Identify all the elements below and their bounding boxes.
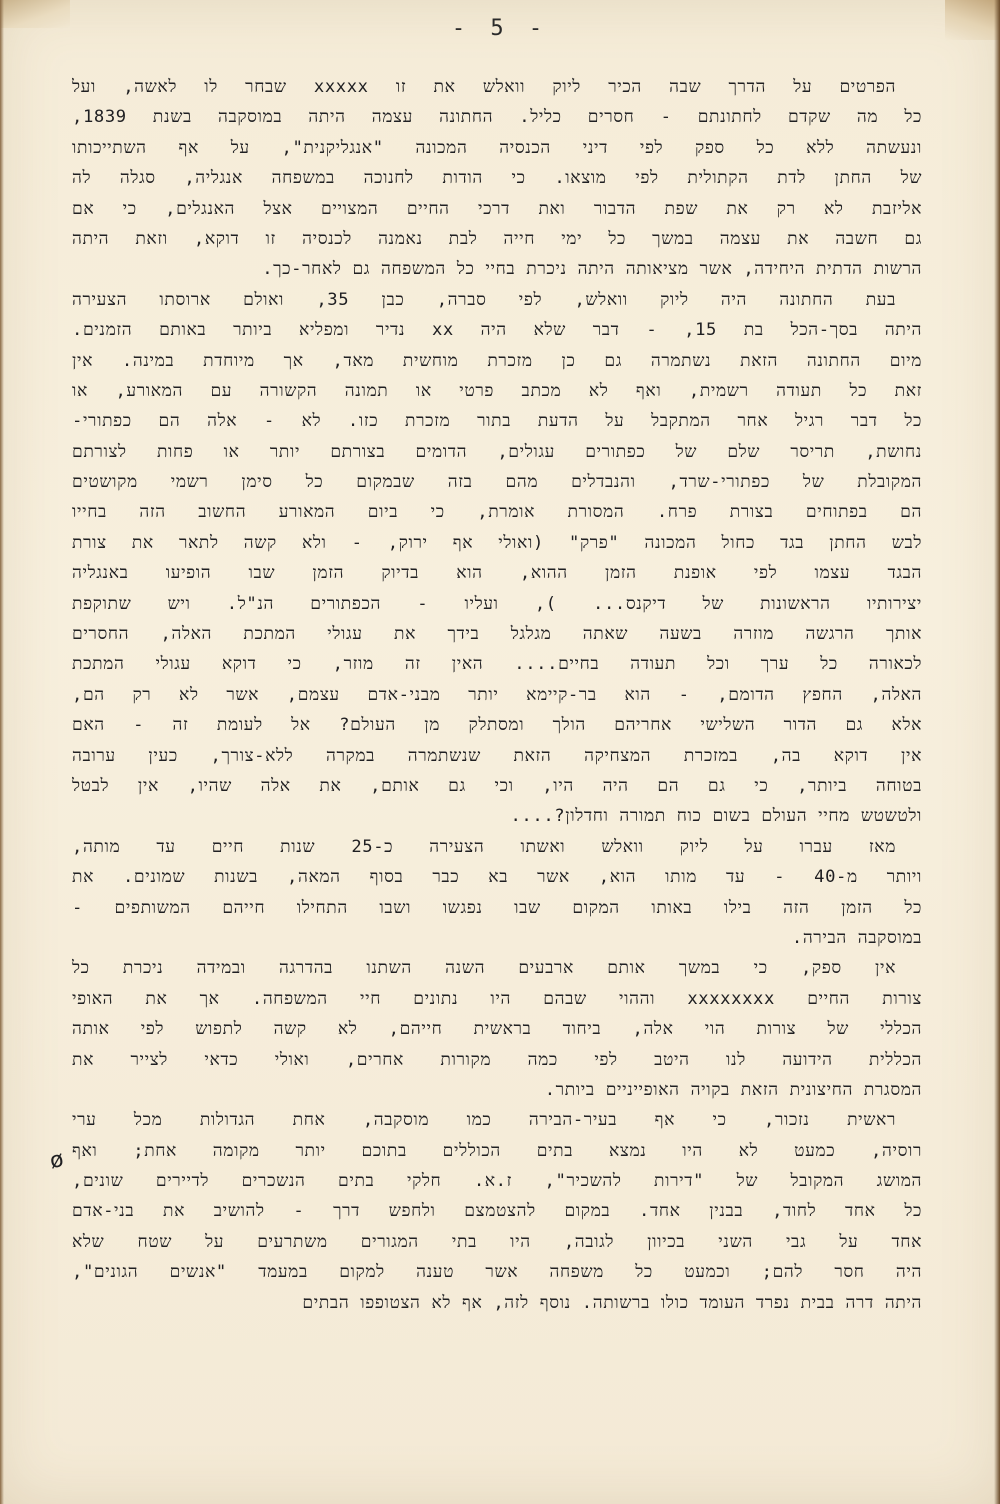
- text-line: גם חשבה את עצמה במשך כל ימי חייה לבת נאמנה לכנסיה זו דוקא, וזאת היתה: [72, 228, 922, 249]
- text-line: ונעשתה ללא כל ספק לפי דיני הכנסיה המכונה "אנגליקנית", על אף השתייכותו: [72, 137, 922, 158]
- paragraph: [72, 953, 922, 1105]
- text-line: בטוחה ביותר, כי גם הם היה היו, וכי גם אותם, את אלה שהיו, אין לבטל: [72, 775, 922, 796]
- text-line: המסגרת החיצונית הזאת בקויה האופייניים ביותר.: [544, 1079, 922, 1100]
- typewritten-body: [72, 72, 922, 1318]
- paper-edge-right: [994, 0, 1000, 1504]
- text-line: הכללית הידועה לנו היטב לפי כמה מקורות אחרים, ואולי כדאי לצייר את: [72, 1049, 922, 1070]
- text-line: אין דוקא בה, במזכרת המצחיקה הזאת שנשתמרה במקרה ללא-צורך, כעין ערובה: [72, 745, 922, 766]
- text-line: ראשית נזכור, כי אף בעיר-הבירה כמו מוסקבה, אחת הגדולות מכל ערי: [72, 1110, 896, 1131]
- paragraph: [72, 285, 922, 832]
- text-line: של החתן לדת הקתולית לפי מוצאו. כי הודות לחנוכה במשפחה אנגליה, סגלה לה: [72, 168, 922, 189]
- paragraph: [72, 1105, 922, 1318]
- text-line: אין ספק, כי במשך אותם ארבעים השנה השתנו בהדרגה ובמידה ניכרת כל: [72, 958, 896, 979]
- text-line: אליזבת לא רק את שפת הדבור ואת דרכי החיים המצויים אצל האנגלים, כי אם: [72, 198, 922, 219]
- text-line: הרשות הדתית היחידה, אשר מציאותה היתה ניכרת בחיי כל המשפחה גם לאחר-כך.: [262, 259, 922, 280]
- text-line: לכאורה כל ערך וכל תעודה בחיים.... האין זה מוזר, כי דוקא עגולי המתכת: [72, 654, 922, 675]
- text-line: אותך הרגשה מוזרה בשעה שאתה מגלגל בידך את עגולי המתכת האלה, החסרים: [72, 624, 922, 645]
- text-line: במוסקבה הבירה.: [791, 927, 922, 948]
- text-line: בעת החתונה היה ליוק וואלש, לפי סברה, כבן 35, ואולם ארוסתו הצעירה: [72, 289, 896, 310]
- text-line: לבש החתן בגד כחול המכונה "פרק" (ואולי אף ירוק, - ולא קשה לתאר את צורת: [72, 532, 922, 553]
- text-line: אלא גם הדור השלישי אחריהם הולך ומסתלק מן העולם? אל לעומת זה - האם: [72, 715, 922, 736]
- text-line: כל אחד לחוד, בבנין אחד. במקום להצטמצם ולחפש דרך - להושיב את בני-אדם: [72, 1201, 922, 1222]
- text-line: מיום החתונה הזאת נשתמרה גם כן מזכרת מוחשית מאד, אך מיוחדת במינה. אין: [72, 350, 922, 371]
- text-line: צורות החיים xxxxxxxx וההוי שבהם היו נתונים חיי המשפחה. אך את האופי: [72, 988, 922, 1009]
- text-line: היתה דרה בבית נפרד העומד כולו ברשותה. נוסף לזה, אף לא הצטופפו הבתים: [302, 1292, 922, 1313]
- text-line: כל מה שקדם לחתונתם - חסרים כליל. החתונה עצמה היתה במוסקבה בשנת 1839,: [72, 107, 922, 128]
- text-line: המקובלת של כפתורי-שרד, והנבדלים מהם בזה שבמקום כל סימן רשמי מקושטים: [72, 472, 922, 493]
- text-line: אחד על גבי השני בכיוון לגובה, היו בתי המגורים משתרעים על שטח שלא: [72, 1231, 922, 1252]
- text-line: רוסיה, כמעט לא היו נמצא בתים הכוללים בתוכם יותר מקומה אחת; ואף: [72, 1140, 922, 1161]
- text-line: הכללי של צורות הוי אלה, ביחוד בראשית חייהם, לא קשה לתפוש לפי אותה: [72, 1019, 922, 1040]
- text-line: ולטשטש מחיי העולם בשום כוח תמורה וחדלון?....: [510, 806, 922, 827]
- text-line: זאת כל תעודה רשמית, ואף לא מכתב פרטי או תמונה הקשורה עם המאורע, או: [72, 380, 922, 401]
- text-line: המושג המקובל של "דירות להשכיר", ז.א. חלקי בתים הנשכרים לדיירים שונים,: [72, 1171, 922, 1192]
- text-line: ויותר מ-40 - עד מותו הוא, אשר בא כבר בסוף המאה, בשנות שמונים. את: [72, 867, 922, 888]
- text-line: מאז עברו על ליוק וואלש ואשתו הצעירה כ-25 שנות חיים עד מותה,: [72, 836, 896, 857]
- text-line: כל דבר רגיל אחר המתקבל על הדעת בתור מזכרת כזו. לא - אלה הם כפתורי-: [72, 411, 922, 432]
- text-line: הבגד עצמו לפי אופנת הזמן ההוא, הוא בדיוק הזמן שבו הופיעו באנגליה: [72, 563, 922, 584]
- text-line: הם בפתוחים בצורת פרח. המסורת אומרת, כי ביום המאורע החשוב הזה בחייו: [72, 502, 922, 523]
- paper-edge-left: [0, 0, 4, 1504]
- margin-correction-mark: ø: [47, 1147, 66, 1174]
- paragraph: [72, 832, 922, 954]
- text-line: האלה, החפץ הדומם, - הוא בר-קיימא יותר מבני-אדם עצמם, אשר לא רק הם,: [72, 684, 922, 705]
- text-line: כל הזמן הזה בילו באותו המקום שבו נפגשו ושבו התחילו חייהם המשותפים -: [72, 897, 922, 918]
- text-line: היה חסר להם; וכמעט כל משפחה אשר טענה למקום במעמד "אנשים הגונים",: [72, 1262, 922, 1283]
- text-line: נחושת, תריסר שלם של כפתורים עגולים, הדומים בצורתם יותר או פחות לצורתם: [72, 441, 922, 462]
- text-line: יצירותיו הראשונות של דיקנס... ), ועליו - הכפתורים הנ"ל. ויש שתוקפת: [72, 593, 922, 614]
- page-number: - 5 -: [451, 16, 549, 41]
- paragraph: [72, 72, 922, 285]
- text-line: הפרטים על הדרך שבה הכיר ליוק וואלש את זו xxxxx שבחר לו לאשה, ועל: [72, 77, 896, 97]
- text-line: היתה בסך-הכל בת 15, - דבר שלא היה xx נדיר ומפליא ביותר באותם הזמנים.: [72, 320, 922, 341]
